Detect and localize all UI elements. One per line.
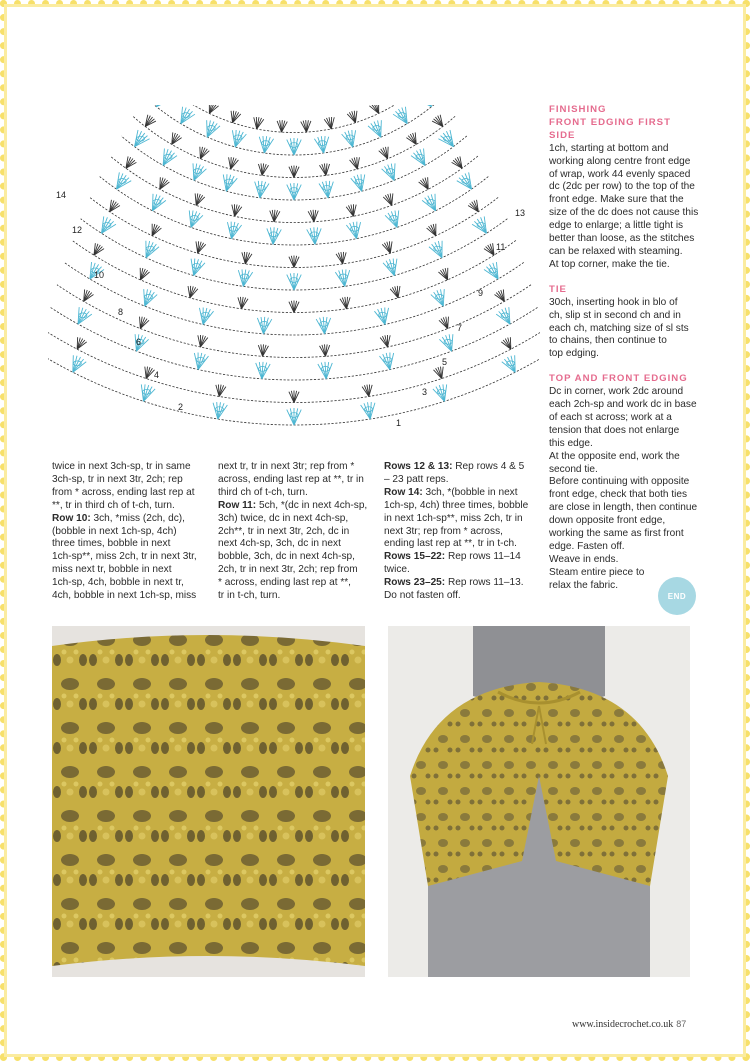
finishing-line: 1ch, starting at bottom and [549, 142, 669, 154]
row-number-label: 7 [457, 323, 463, 333]
edging-line: Dc in corner, work 2dc around [549, 386, 684, 398]
pattern-line: next 3tr; rep from * across, [384, 525, 503, 537]
stitch-mark [390, 241, 392, 253]
pattern-line: 4ch, bobble in next 1ch-sp, miss [52, 590, 197, 602]
row-text: 5ch, *(dc in next 4ch-sp, [256, 499, 368, 511]
stitch-mark [510, 337, 511, 349]
row-label: Rows 23–25: [384, 577, 446, 589]
chart-rows [48, 105, 540, 425]
edging-line: tension that does not enlarge [549, 424, 680, 436]
pattern-line: across, ending last rep at **, tr in [218, 473, 364, 485]
finishing-line: dc (2dc per row) to the top of the [549, 181, 695, 193]
finishing-heading: FINISHING [549, 104, 607, 115]
tie-line: each ch, matching size of sl sts [549, 322, 689, 334]
row-label: Rows 12 & 13: [384, 461, 453, 472]
stitch-mark [357, 157, 359, 169]
row-text: Rep rows 11–14 [445, 551, 521, 563]
row-number-label: 14 [56, 190, 67, 200]
finishing-line: better than loose, as the stitches [549, 233, 695, 245]
crochet-chart [48, 105, 540, 435]
edging-line: this edge. [549, 437, 593, 449]
finishing-line: of wrap, work 44 evenly spaced [549, 168, 691, 180]
row-label: Rows 15–22: [384, 551, 446, 563]
stitch-mark [442, 367, 443, 379]
pattern-line: **, tr in third ch of t-ch, turn. [52, 499, 175, 511]
pattern-line: 3ch) twice, dc in next 4ch-sp, [218, 512, 349, 524]
chain-row [50, 307, 537, 380]
finishing-line: edge to enlarge; a little tight is [549, 220, 684, 232]
row-number-label: 12 [72, 225, 83, 235]
edging-line: Before continuing with opposite [549, 476, 690, 488]
pattern-line: ending last rep at **, tr in t-ch. [384, 538, 517, 550]
stitch-mark [385, 308, 389, 325]
pattern-line: (bobble in next 1ch-sp, 4ch) [52, 525, 177, 537]
edging-line: working the same as first front [549, 528, 684, 540]
edging-line: of each st across; work at a [549, 411, 672, 423]
row-number-label: 13 [515, 208, 526, 218]
pattern-line: 3ch-sp, tr in next 3tr, 2ch; rep [52, 473, 183, 485]
stitch-mark [448, 317, 449, 329]
tie-line: top edging. [549, 348, 599, 360]
row-text: 3ch, *miss (2ch, dc), [90, 512, 185, 524]
row-text: Rep rows 4 & 5 [452, 461, 525, 472]
page-footer [572, 1019, 686, 1030]
pattern-line: * across, ending last rep at **, [218, 577, 351, 589]
row-number-label: 2 [178, 402, 184, 412]
front-edging-subheading: FRONT EDGING FIRST SIDE [549, 116, 671, 141]
pattern-line: next tr, tr in next 3tr; rep from * [218, 461, 355, 472]
tie-heading: TIE [549, 283, 567, 295]
top-front-edging-heading: TOP AND FRONT EDGING [549, 373, 688, 385]
pattern-line [384, 461, 534, 474]
finishing-line: front edge. Make sure that the [549, 194, 684, 206]
row-label: Row 11: [218, 499, 257, 511]
row-number-label: 4 [154, 370, 160, 380]
stitch-mark [156, 105, 171, 107]
finishing-line: can be relaxed with steaming. [549, 245, 683, 257]
edging-line: second tie. [549, 463, 598, 475]
finishing-column [549, 104, 699, 593]
pattern-line: miss next tr, bobble in next [52, 564, 172, 576]
pattern-line: three times, bobble in next [52, 538, 171, 550]
edging-line: edge. Fasten off. [549, 541, 625, 552]
row-number-label: 5 [442, 357, 448, 367]
edging-line: down opposite front edge, [549, 515, 666, 527]
edging-line: relax the fabric. [549, 579, 619, 591]
edging-line: Weave in ends. [549, 553, 619, 565]
row-label: Row 14: [384, 486, 423, 498]
row-text: 3ch, *(bobble in next [422, 486, 518, 498]
pattern-line: third ch of t-ch, turn. [218, 486, 308, 498]
chain-row [158, 105, 430, 133]
pattern-line: 2ch**, tr in next 3tr, 2ch, dc in [218, 525, 350, 537]
finishing-line: working along centre front edge [549, 155, 691, 167]
model-wearing-capelet-photo [388, 626, 690, 977]
pattern-column-2 [218, 461, 368, 603]
pattern-line: twice in next 3ch-sp, tr in same [52, 461, 191, 472]
row-number-label: 6 [136, 337, 142, 347]
pattern-line: 2ch, tr in next 3tr, 2ch; rep from [218, 564, 358, 576]
row-number-label: 1 [396, 418, 402, 428]
pattern-line: tr in t-ch, turn. [218, 590, 281, 602]
pattern-column-1 [52, 461, 202, 603]
stitch-mark [390, 353, 394, 370]
stitch-mark [392, 193, 393, 205]
row-number-label: 3 [422, 387, 428, 397]
chain-row [57, 285, 531, 358]
pattern-line [384, 551, 534, 564]
pattern-line: from * across, ending last rep at [52, 486, 195, 498]
stitch-mark [194, 353, 198, 370]
pattern-line [384, 487, 534, 500]
lace-closeup-photo [52, 626, 365, 977]
stitch-mark [398, 286, 400, 298]
stitch-mark [199, 308, 203, 325]
pattern-line: 1ch-sp, 4ch) three times, bobble [384, 499, 529, 511]
page-number: 87 [676, 1019, 687, 1029]
row-number-label: 9 [478, 288, 484, 298]
model-illustration [388, 626, 690, 977]
pattern-line: 1ch-sp, 4ch, bobble in next tr, [52, 577, 184, 589]
pattern-column-3 [384, 461, 534, 603]
end-badge: END [658, 577, 696, 615]
tie-line: 30ch, inserting hook in blo of [549, 296, 678, 308]
footer-url[interactable]: www.insidecrochet.co.uk [572, 1019, 674, 1030]
edging-line: are close in length, then continue [549, 502, 698, 514]
pattern-line [218, 500, 368, 513]
pattern-line: 1ch-sp**, miss 2ch, tr in next 3tr, [52, 551, 197, 563]
pattern-line: twice. [384, 564, 410, 576]
pattern-line: next 4ch-sp, 3ch, dc in next [218, 538, 341, 550]
edging-line: Steam entire piece to [549, 566, 645, 578]
tie-line: to chains, then continue to [549, 335, 667, 347]
pattern-line [384, 577, 534, 590]
pattern-line [52, 513, 202, 526]
stitch-mark [428, 177, 429, 189]
finishing-line: size of the dc does not cause this [549, 207, 699, 219]
pattern-line: bobble, 3ch, dc in next 4ch-sp, [218, 551, 355, 563]
lace-pattern-illustration [52, 626, 365, 977]
row-label: Row 10: [52, 512, 91, 524]
pattern-line: in next 1ch-sp**, miss 2ch, tr in [384, 512, 523, 524]
row-number-label: 11 [496, 242, 506, 252]
edging-line: front edge, check that both ties [549, 489, 688, 501]
stitch-mark [355, 111, 356, 123]
stitch-mark [388, 147, 389, 159]
row-text: Rep rows 11–13. [445, 577, 524, 589]
row-number-label: 10 [94, 270, 105, 280]
pattern-line: – 23 patt reps. [384, 473, 449, 485]
edging-line: At the opposite end, work the [549, 450, 680, 462]
finishing-line: At top corner, make the tie. [549, 258, 670, 270]
row-number-label: 8 [118, 307, 124, 317]
edging-line: each 2ch-sp and work dc in base [549, 399, 697, 411]
tie-line: ch, slip st in second ch and in [549, 309, 681, 321]
pattern-line: Do not fasten off. [384, 590, 461, 602]
